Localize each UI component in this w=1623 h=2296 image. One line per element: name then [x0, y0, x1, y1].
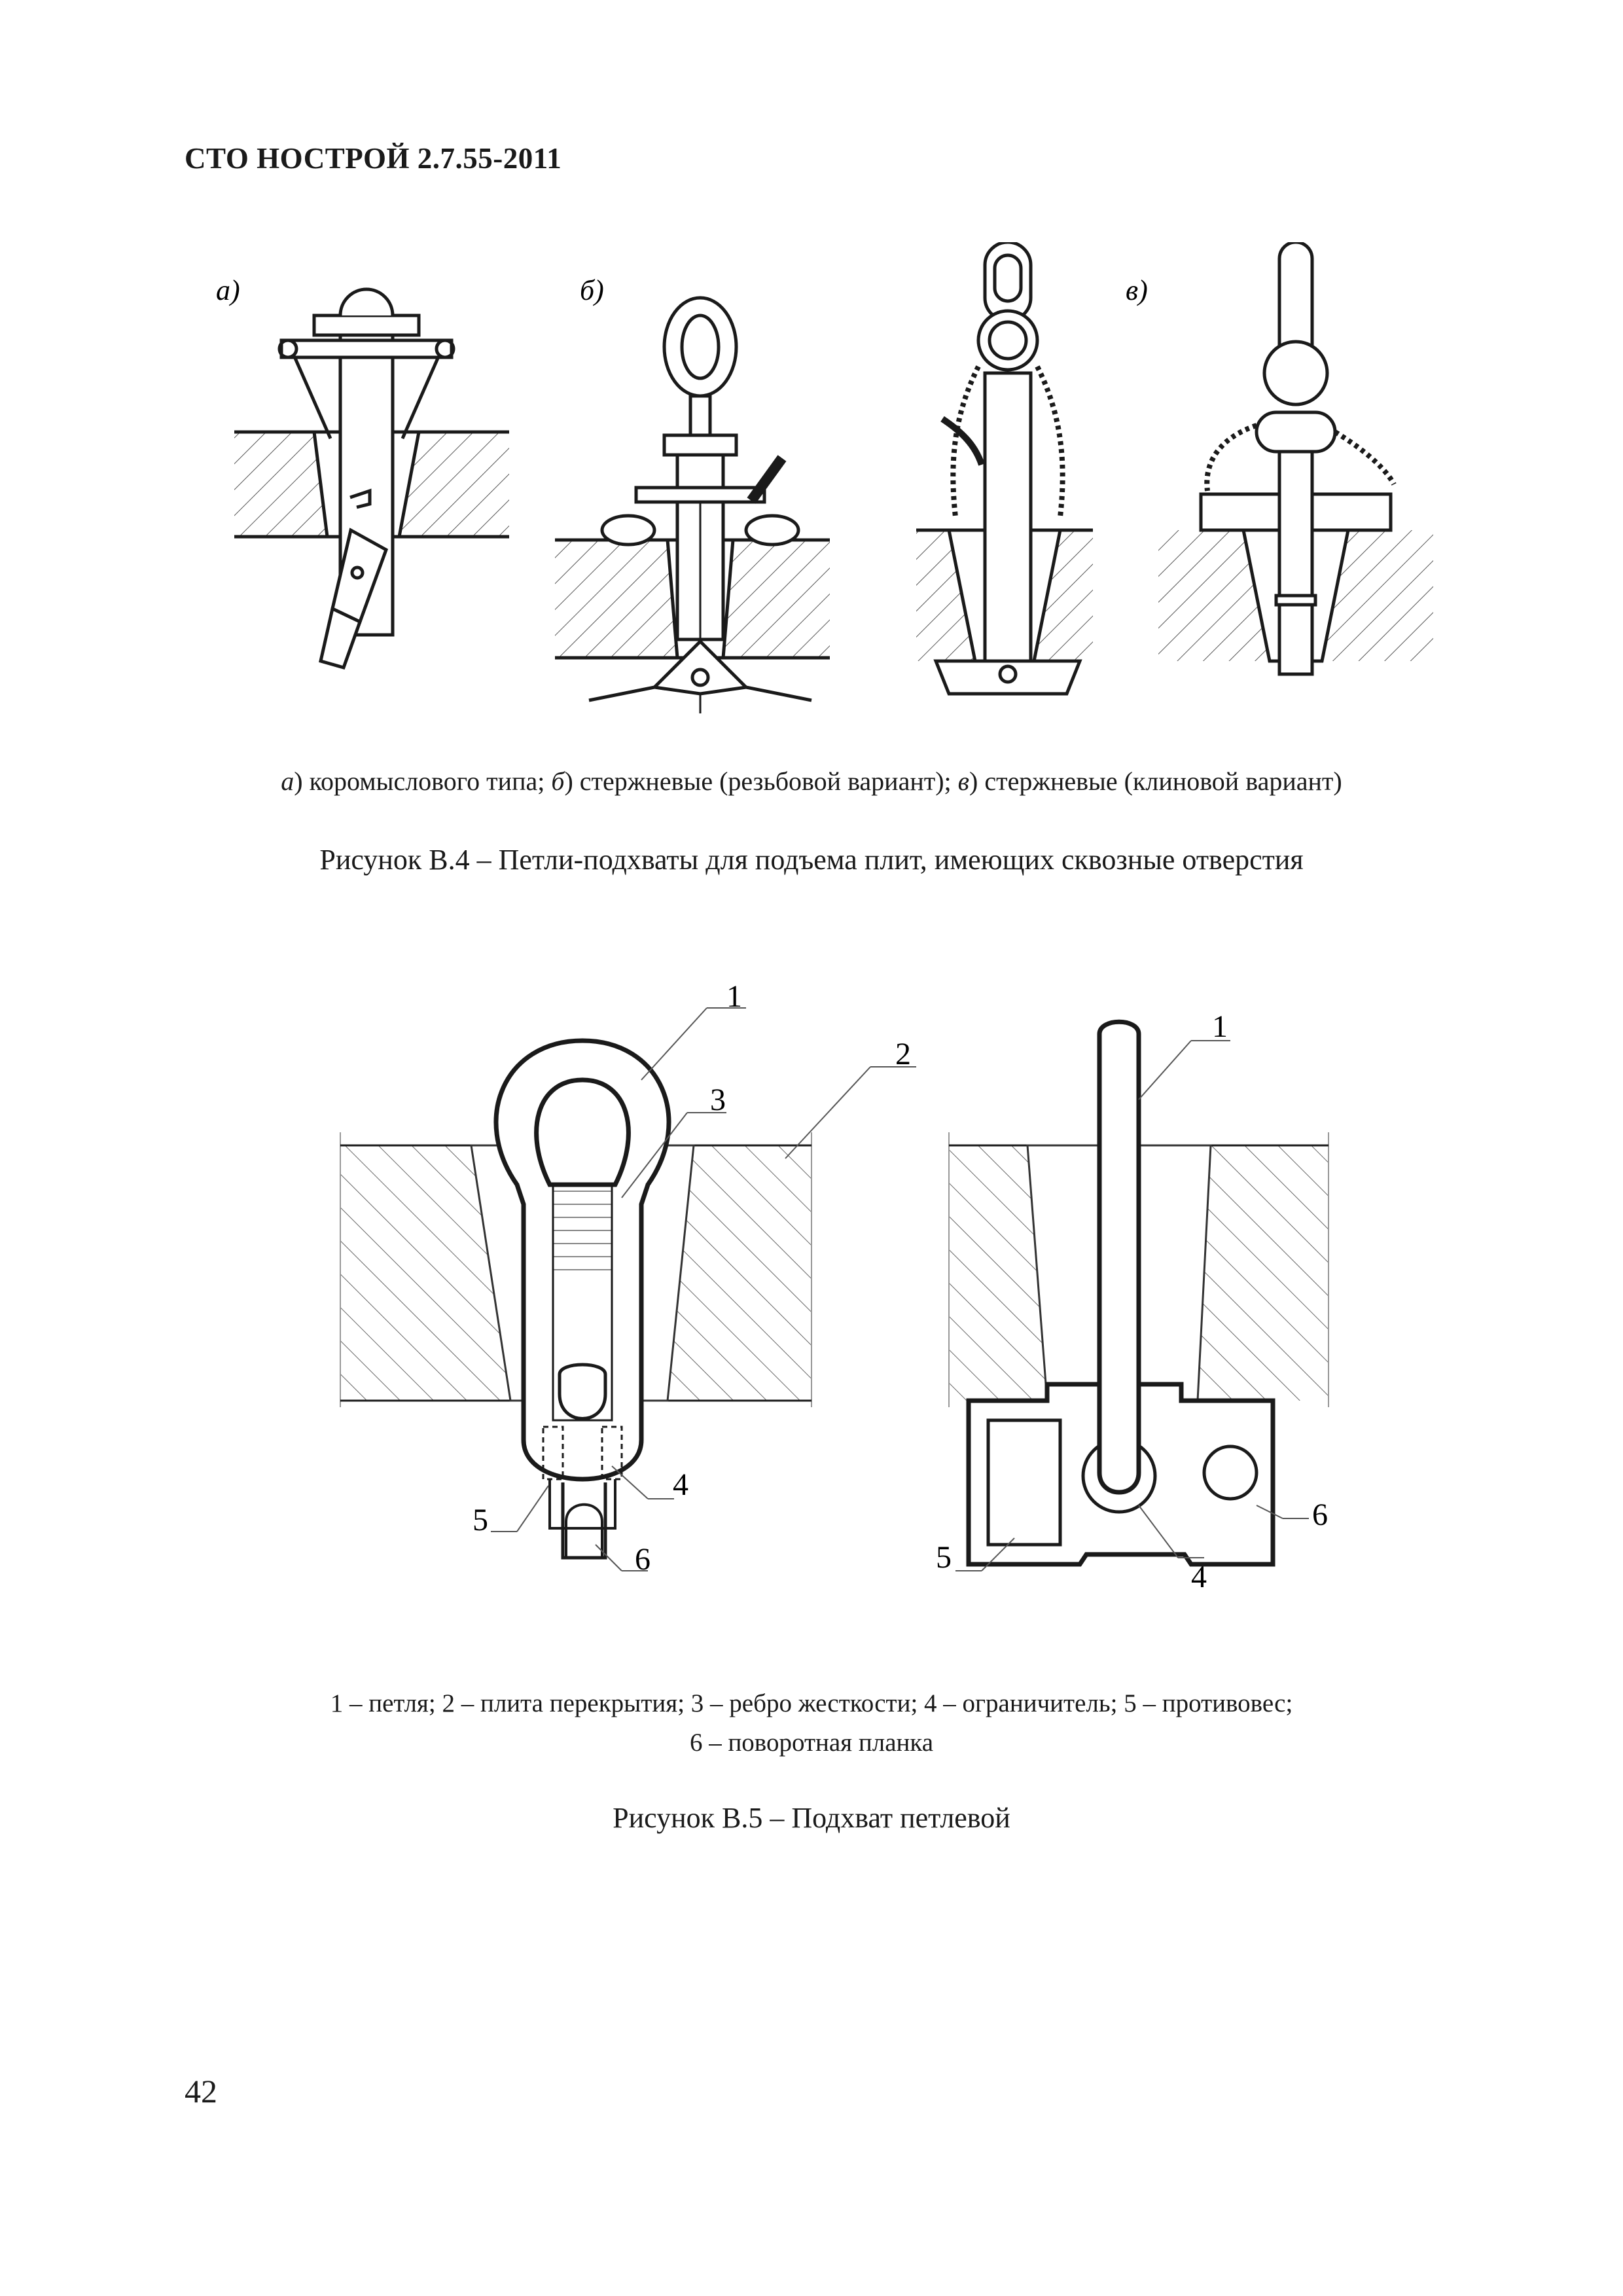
- panel-b-threaded-rod: [555, 298, 830, 713]
- caption-text-c: ) стержневые (клиновой вариант): [969, 766, 1342, 796]
- caption-letter-b: б: [551, 766, 565, 796]
- caption-text-b: ) стержневые (резьбовой вариант);: [564, 766, 958, 796]
- right-label-6: 6: [1312, 1498, 1328, 1532]
- left-loop: [496, 1041, 669, 1558]
- caption-letter-a: а: [281, 766, 294, 796]
- panel-c-wedge-rod: [916, 242, 1093, 694]
- figure-b4-caption: [0, 766, 1623, 797]
- left-label-5: 5: [473, 1503, 488, 1537]
- document-code-header: СТО НОСТРОЙ 2.7.55-2011: [185, 142, 562, 175]
- right-label-1: 1: [1212, 1009, 1228, 1044]
- figure-b5-legend-line1: 1 – петля; 2 – плита перекрытия; 3 – ребро жесткости; 4 – ограничитель; 5 – противовес;: [330, 1689, 1293, 1717]
- page-number: 42: [185, 2073, 217, 2109]
- panel-label-b: б): [580, 274, 604, 306]
- figure-b4-title: Рисунок В.4 – Петли-подхваты для подъема плит, имеющих сквозные отверстия: [319, 844, 1304, 876]
- figure-b5-drawing: [301, 969, 1361, 1623]
- right-label-4: 4: [1191, 1560, 1207, 1594]
- right-label-5: 5: [936, 1540, 952, 1575]
- left-label-3: 3: [710, 1083, 726, 1117]
- caption-text-a: ) коромыслового типа;: [294, 766, 552, 796]
- figure-b5-legend-line2: 6 – поворотная планка: [689, 1729, 934, 1757]
- figure-b5-title: Рисунок В.5 – Подхват петлевой: [613, 1802, 1010, 1834]
- left-label-1: 1: [726, 979, 742, 1014]
- left-label-6: 6: [635, 1542, 651, 1577]
- label-2: 2: [895, 1037, 911, 1071]
- panel-label-a: а): [216, 274, 240, 306]
- figure-b4-drawing: [196, 242, 1440, 733]
- left-label-4: 4: [673, 1467, 688, 1502]
- panel-a-rocker-loop: [234, 289, 509, 668]
- caption-letter-c: в: [957, 766, 970, 796]
- panel-c-wedge-rod-alt: [1158, 242, 1433, 674]
- panel-label-c: в): [1126, 274, 1148, 306]
